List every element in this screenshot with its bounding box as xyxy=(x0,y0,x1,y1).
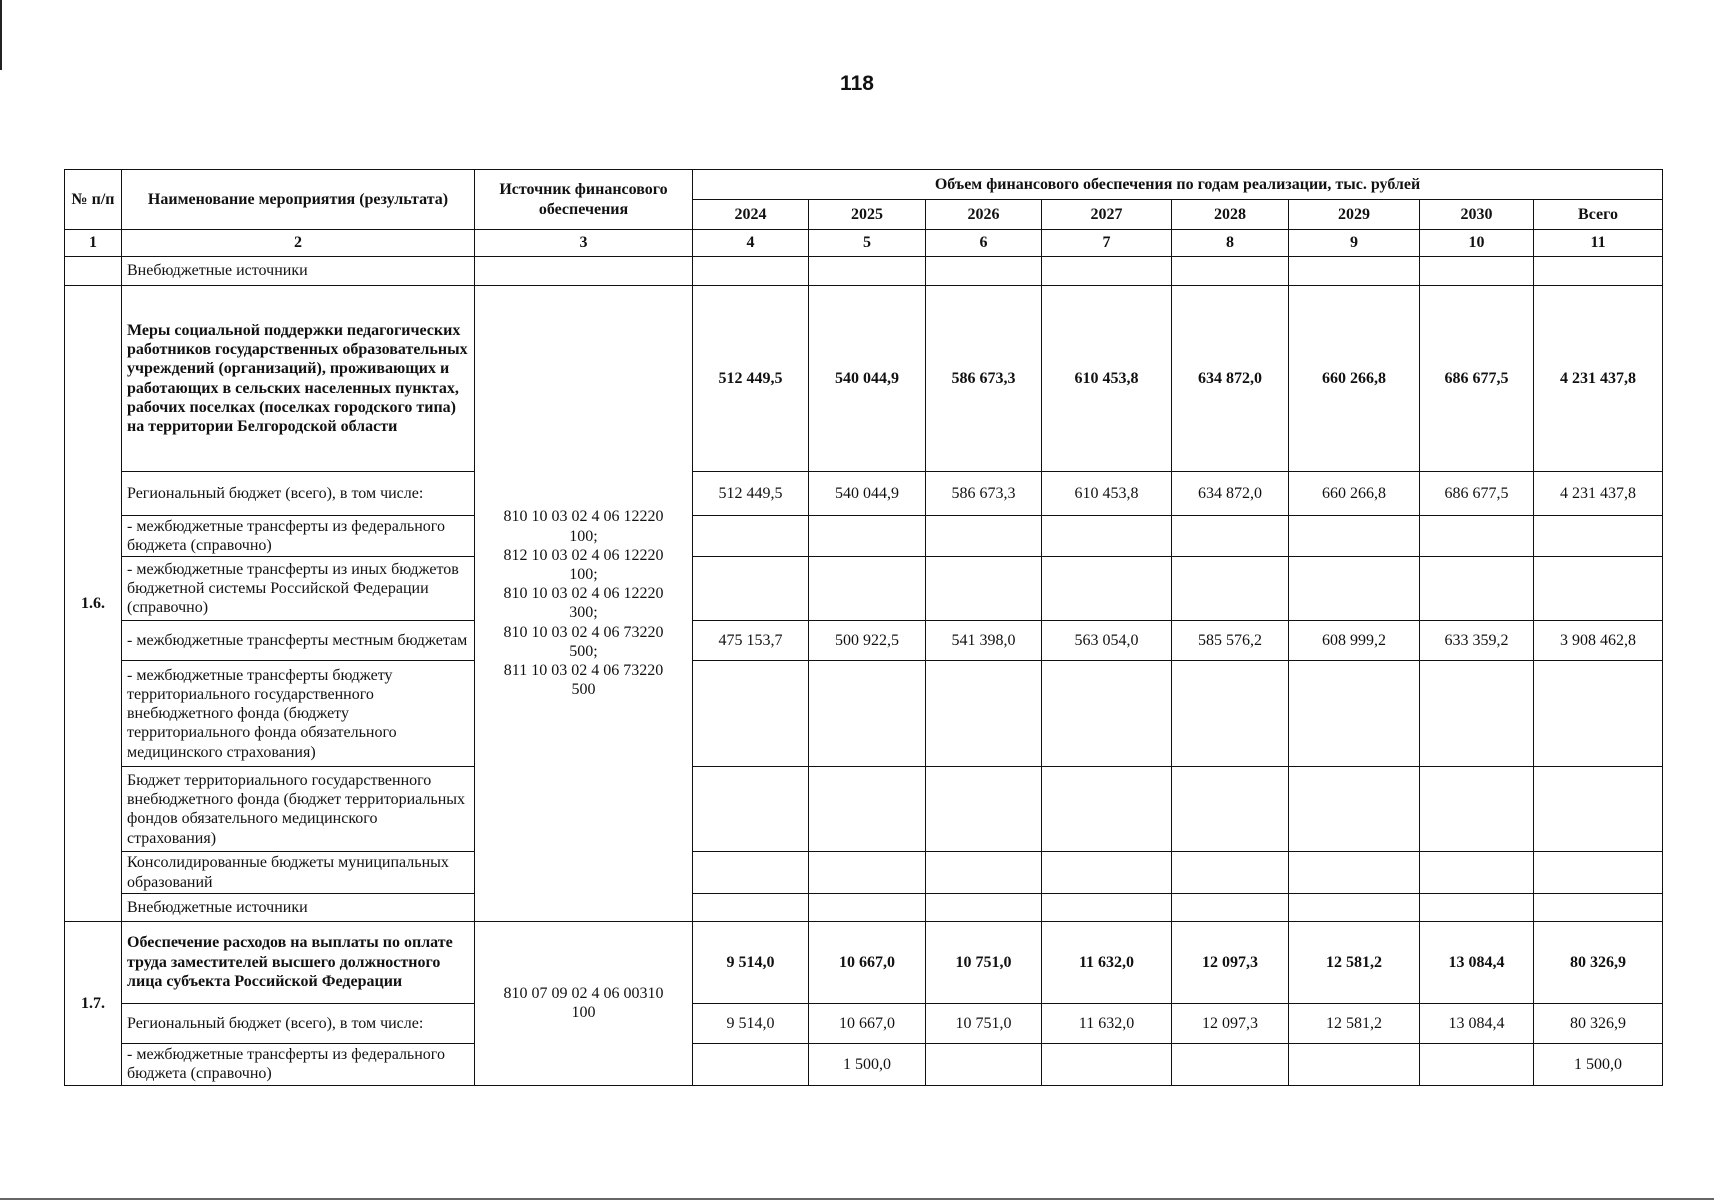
value-cell xyxy=(809,852,926,893)
col-index: 5 xyxy=(809,230,926,257)
source-code-line: 810 07 09 02 4 06 00310 xyxy=(503,985,664,1003)
table-row xyxy=(65,852,1663,893)
value-cell: 563 054,0 xyxy=(1042,621,1172,661)
table-row xyxy=(65,767,1663,852)
value-cell xyxy=(1289,661,1420,767)
value-cell: 633 359,2 xyxy=(1420,621,1534,661)
value-cell xyxy=(809,767,926,852)
value-cell xyxy=(809,557,926,621)
value-cell xyxy=(926,257,1042,286)
value-cell: 80 326,9 xyxy=(1534,921,1663,1003)
value-cell: 13 084,4 xyxy=(1420,1003,1534,1043)
row-name: Внебюджетные источники xyxy=(122,893,475,921)
value-cell: 585 576,2 xyxy=(1172,621,1289,661)
row-source xyxy=(475,257,693,286)
value-cell xyxy=(1420,1043,1534,1085)
value-cell xyxy=(1042,1043,1172,1085)
row-name: - межбюджетные трансферты из федерального бюджета (справочно) xyxy=(122,1043,475,1085)
source-code-line: 500; xyxy=(569,642,598,660)
table-row xyxy=(65,661,1663,767)
value-cell: 634 872,0 xyxy=(1172,472,1289,516)
funding-source-codes xyxy=(475,921,693,1085)
header-col-name: Наименование мероприятия (результата) xyxy=(122,170,475,230)
value-cell xyxy=(1534,852,1663,893)
value-cell xyxy=(809,661,926,767)
table-row xyxy=(65,472,1663,516)
row-name: Региональный бюджет (всего), в том числе: xyxy=(122,472,475,516)
row-name: - межбюджетные трансферты бюджету территориального государственного внебюджетного фонда (бюджету территориального фонда обязательного медицинского страхования) xyxy=(122,661,475,767)
value-cell: 512 449,5 xyxy=(693,472,809,516)
value-cell xyxy=(1289,1043,1420,1085)
header-row-1 xyxy=(65,170,1663,200)
header-year: 2025 xyxy=(809,200,926,230)
value-cell xyxy=(693,767,809,852)
item-title: Меры социальной поддержки педагогических работников государственных образовательных учреждений (организаций), проживающих и работающих в сельских населенных пунктах, рабочих поселках (поселках городского типа) на территории Белгородской области xyxy=(122,286,475,472)
table-row xyxy=(65,621,1663,661)
col-index: 3 xyxy=(475,230,693,257)
table-row xyxy=(65,516,1663,557)
source-code-line: 811 10 03 02 4 06 73220 xyxy=(503,661,664,679)
value-cell xyxy=(1172,516,1289,557)
value-cell xyxy=(1534,767,1663,852)
value-cell: 9 514,0 xyxy=(693,1003,809,1043)
row-name: Внебюджетные источники xyxy=(122,257,475,286)
value-cell xyxy=(1289,852,1420,893)
value-cell: 608 999,2 xyxy=(1289,621,1420,661)
header-col-num: № п/п xyxy=(65,170,122,230)
value-cell: 1 500,0 xyxy=(1534,1043,1663,1085)
value-cell xyxy=(1420,557,1534,621)
col-index: 10 xyxy=(1420,230,1534,257)
value-cell: 540 044,9 xyxy=(809,472,926,516)
header-row-indices xyxy=(65,230,1663,257)
value-cell: 4 231 437,8 xyxy=(1534,472,1663,516)
value-cell xyxy=(693,852,809,893)
value-cell xyxy=(1042,893,1172,921)
value-cell: 540 044,9 xyxy=(809,286,926,472)
scan-edge-left xyxy=(0,0,2,70)
value-cell: 610 453,8 xyxy=(1042,472,1172,516)
value-cell: 541 398,0 xyxy=(926,621,1042,661)
value-cell xyxy=(1534,661,1663,767)
value-cell: 10 751,0 xyxy=(926,1003,1042,1043)
value-cell xyxy=(1172,767,1289,852)
value-cell xyxy=(1042,767,1172,852)
value-cell: 9 514,0 xyxy=(693,921,809,1003)
value-cell: 634 872,0 xyxy=(1172,286,1289,472)
value-cell xyxy=(693,893,809,921)
value-cell xyxy=(693,557,809,621)
item-title-row xyxy=(65,921,1663,1003)
row-name: Бюджет территориального государственного внебюджетного фонда (бюджет территориальных фондов обязательного медицинского страхования) xyxy=(122,767,475,852)
value-cell: 12 581,2 xyxy=(1289,1003,1420,1043)
value-cell xyxy=(1289,893,1420,921)
value-cell: 660 266,8 xyxy=(1289,286,1420,472)
value-cell: 11 632,0 xyxy=(1042,1003,1172,1043)
value-cell xyxy=(809,893,926,921)
value-cell xyxy=(926,516,1042,557)
value-cell: 610 453,8 xyxy=(1042,286,1172,472)
header-year: 2024 xyxy=(693,200,809,230)
value-cell: 10 751,0 xyxy=(926,921,1042,1003)
value-cell: 512 449,5 xyxy=(693,286,809,472)
value-cell xyxy=(1172,1043,1289,1085)
col-index: 11 xyxy=(1534,230,1663,257)
value-cell xyxy=(693,661,809,767)
value-cell xyxy=(1172,661,1289,767)
financing-table xyxy=(64,169,1663,1086)
value-cell xyxy=(1534,557,1663,621)
value-cell xyxy=(1420,893,1534,921)
value-cell xyxy=(1042,516,1172,557)
value-cell: 1 500,0 xyxy=(809,1043,926,1085)
value-cell xyxy=(1172,557,1289,621)
col-index: 9 xyxy=(1289,230,1420,257)
value-cell: 12 581,2 xyxy=(1289,921,1420,1003)
row-name: - межбюджетные трансферты местным бюджетам xyxy=(122,621,475,661)
value-cell xyxy=(809,516,926,557)
value-cell xyxy=(809,257,926,286)
value-cell: 10 667,0 xyxy=(809,921,926,1003)
header-year: 2030 xyxy=(1420,200,1534,230)
table-row xyxy=(65,257,1663,286)
header-year: 2026 xyxy=(926,200,1042,230)
source-code-line: 100; xyxy=(569,527,598,545)
row-name: - межбюджетные трансферты из федерального бюджета (справочно) xyxy=(122,516,475,557)
value-cell: 686 677,5 xyxy=(1420,472,1534,516)
table-row xyxy=(65,557,1663,621)
value-cell xyxy=(1042,557,1172,621)
value-cell: 686 677,5 xyxy=(1420,286,1534,472)
page-number: 118 xyxy=(840,72,874,95)
row-num xyxy=(65,257,122,286)
value-cell: 10 667,0 xyxy=(809,1003,926,1043)
item-title: Обеспечение расходов на выплаты по оплате труда заместителей высшего должностного лица субъекта Российской Федерации xyxy=(122,921,475,1003)
row-name: Региональный бюджет (всего), в том числе: xyxy=(122,1003,475,1043)
value-cell: 475 153,7 xyxy=(693,621,809,661)
value-cell: 12 097,3 xyxy=(1172,1003,1289,1043)
value-cell xyxy=(926,852,1042,893)
value-cell xyxy=(1420,257,1534,286)
value-cell: 80 326,9 xyxy=(1534,1003,1663,1043)
value-cell: 13 084,4 xyxy=(1420,921,1534,1003)
col-index: 1 xyxy=(65,230,122,257)
value-cell: 660 266,8 xyxy=(1289,472,1420,516)
value-cell xyxy=(1420,661,1534,767)
source-code-line: 812 10 03 02 4 06 12220 xyxy=(503,546,664,564)
header-year: 2029 xyxy=(1289,200,1420,230)
value-cell: 3 908 462,8 xyxy=(1534,621,1663,661)
col-index: 2 xyxy=(122,230,475,257)
source-code-line: 810 10 03 02 4 06 73220 xyxy=(503,623,664,641)
table-row xyxy=(65,893,1663,921)
value-cell xyxy=(1534,516,1663,557)
header-total: Всего xyxy=(1534,200,1663,230)
value-cell: 586 673,3 xyxy=(926,286,1042,472)
item-title-row xyxy=(65,286,1663,472)
value-cell xyxy=(926,767,1042,852)
value-cell xyxy=(1289,516,1420,557)
source-code-line: 300; xyxy=(569,604,598,622)
value-cell xyxy=(1042,852,1172,893)
value-cell xyxy=(1289,557,1420,621)
source-code-line: 810 10 03 02 4 06 12220 xyxy=(503,508,664,526)
source-code-line: 100; xyxy=(569,566,598,583)
value-cell xyxy=(1042,257,1172,286)
row-name: - межбюджетные трансферты из иных бюджетов бюджетной системы Российской Федерации (справочно) xyxy=(122,557,475,621)
value-cell xyxy=(1534,257,1663,286)
value-cell xyxy=(1420,516,1534,557)
value-cell xyxy=(1172,893,1289,921)
value-cell xyxy=(1289,767,1420,852)
col-index: 8 xyxy=(1172,230,1289,257)
value-cell xyxy=(926,661,1042,767)
header-col-volume: Объем финансового обеспечения по годам реализации, тыс. рублей xyxy=(693,170,1663,200)
table-row xyxy=(65,1043,1663,1085)
value-cell xyxy=(1534,893,1663,921)
source-code-line: 810 10 03 02 4 06 12220 xyxy=(503,585,664,603)
source-code-line: 500 xyxy=(571,681,596,699)
value-cell xyxy=(926,1043,1042,1085)
value-cell xyxy=(693,1043,809,1085)
value-cell xyxy=(1172,852,1289,893)
value-cell xyxy=(693,516,809,557)
item-number: 1.7. xyxy=(65,921,122,1085)
value-cell xyxy=(1042,661,1172,767)
item-number: 1.6. xyxy=(65,286,122,922)
header-col-source: Источник финансового обеспечения xyxy=(475,170,693,230)
value-cell: 11 632,0 xyxy=(1042,921,1172,1003)
value-cell: 12 097,3 xyxy=(1172,921,1289,1003)
value-cell: 586 673,3 xyxy=(926,472,1042,516)
value-cell: 4 231 437,8 xyxy=(1534,286,1663,472)
col-index: 4 xyxy=(693,230,809,257)
value-cell xyxy=(926,557,1042,621)
header-year: 2028 xyxy=(1172,200,1289,230)
value-cell xyxy=(1289,257,1420,286)
header-year: 2027 xyxy=(1042,200,1172,230)
col-index: 6 xyxy=(926,230,1042,257)
source-code-line: 100 xyxy=(571,1004,596,1022)
value-cell xyxy=(926,893,1042,921)
value-cell xyxy=(693,257,809,286)
row-name: Консолидированные бюджеты муниципальных образований xyxy=(122,852,475,893)
value-cell xyxy=(1420,767,1534,852)
value-cell xyxy=(1420,852,1534,893)
col-index: 7 xyxy=(1042,230,1172,257)
value-cell: 500 922,5 xyxy=(809,621,926,661)
table-row xyxy=(65,1003,1663,1043)
value-cell xyxy=(1172,257,1289,286)
funding-source-codes xyxy=(475,286,693,922)
